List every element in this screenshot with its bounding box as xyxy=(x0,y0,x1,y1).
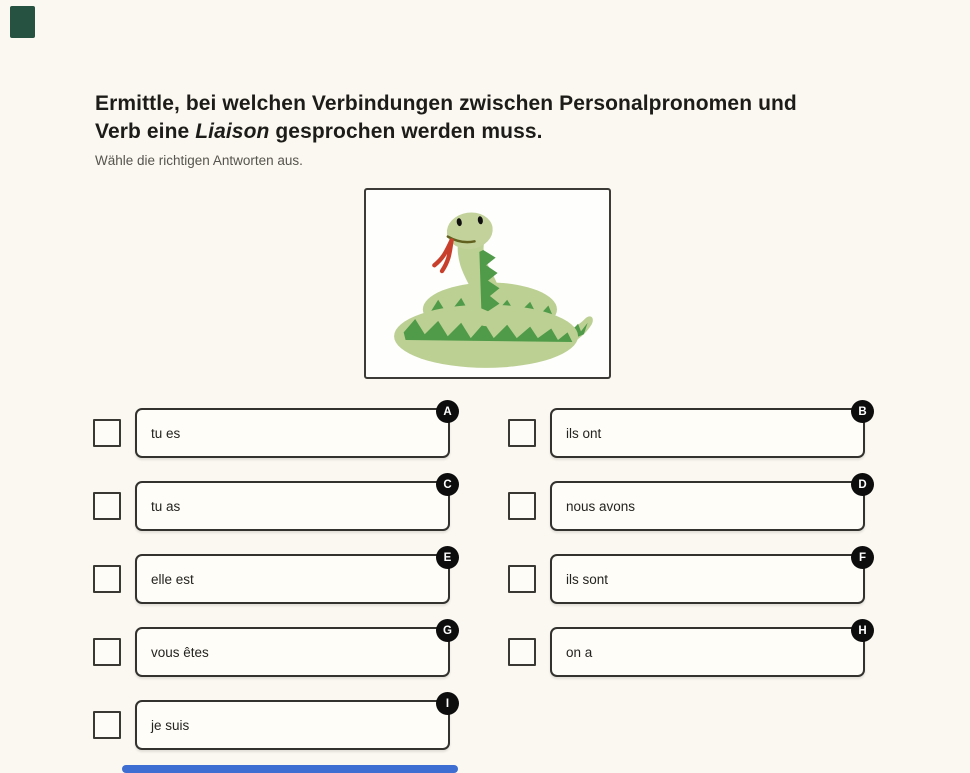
answer-box-e[interactable] xyxy=(135,551,452,604)
answer-option-d xyxy=(508,478,867,531)
answer-box-a[interactable] xyxy=(135,405,452,458)
answer-label: ils sont xyxy=(566,571,609,587)
answer-option-b xyxy=(508,405,867,458)
answer-box-i[interactable] xyxy=(135,697,450,750)
answer-badge: F xyxy=(851,546,874,569)
answer-option-e xyxy=(93,551,452,604)
answer-badge: D xyxy=(851,473,874,496)
answer-label: tu es xyxy=(151,425,181,441)
answer-label: elle est xyxy=(151,571,194,587)
answer-badge: H xyxy=(851,619,874,642)
task-header xyxy=(95,90,895,168)
task-title xyxy=(95,90,895,146)
answer-checkbox-a[interactable] xyxy=(93,419,121,447)
answer-label: je suis xyxy=(151,717,190,733)
answer-box-h[interactable] xyxy=(550,624,867,677)
answer-label: on a xyxy=(566,644,593,660)
answer-badge: G xyxy=(436,619,459,642)
answer-box-b[interactable] xyxy=(550,405,867,458)
answer-checkbox-f[interactable] xyxy=(508,565,536,593)
answers-column-left xyxy=(93,405,452,773)
answer-option-c xyxy=(93,478,452,531)
task-title-line1: Ermittle, bei welchen Verbindungen zwischen Personalpronomen und xyxy=(95,92,797,115)
task-instruction: Wähle die richtigen Antworten aus. xyxy=(95,153,303,168)
answer-option-g xyxy=(93,624,452,677)
answer-option-i xyxy=(93,697,450,750)
answer-box-d[interactable] xyxy=(550,478,867,531)
task-title-line2-after: gesprochen werden muss. xyxy=(269,120,543,143)
answer-badge: E xyxy=(436,546,459,569)
answer-box-g[interactable] xyxy=(135,624,452,677)
answer-checkbox-b[interactable] xyxy=(508,419,536,447)
answer-option-f xyxy=(508,551,867,604)
answer-checkbox-i[interactable] xyxy=(93,711,121,739)
answer-checkbox-h[interactable] xyxy=(508,638,536,666)
answers-column-right xyxy=(508,405,867,700)
answer-badge: B xyxy=(851,400,874,423)
answer-badge: C xyxy=(436,473,459,496)
task-title-italic-term: Liaison xyxy=(195,120,270,143)
answer-option-h xyxy=(508,624,867,677)
answer-checkbox-g[interactable] xyxy=(93,638,121,666)
answer-checkbox-c[interactable] xyxy=(93,492,121,520)
illustration-box xyxy=(364,188,611,379)
answer-box-f[interactable] xyxy=(550,551,867,604)
answer-badge: A xyxy=(436,400,459,423)
answer-badge: I xyxy=(436,692,459,715)
answer-box-c[interactable] xyxy=(135,478,452,531)
answer-checkbox-e[interactable] xyxy=(93,565,121,593)
answer-label: tu as xyxy=(151,498,181,514)
answer-label: nous avons xyxy=(566,498,636,514)
answer-checkbox-d[interactable] xyxy=(508,492,536,520)
task-title-line2-before: Verb eine xyxy=(95,120,196,143)
snake-illustration xyxy=(373,196,603,371)
brand-corner-square xyxy=(10,6,35,38)
answer-label: vous êtes xyxy=(151,644,209,660)
progress-bar[interactable] xyxy=(122,765,458,773)
answer-option-a xyxy=(93,405,452,458)
answer-label: ils ont xyxy=(566,425,602,441)
